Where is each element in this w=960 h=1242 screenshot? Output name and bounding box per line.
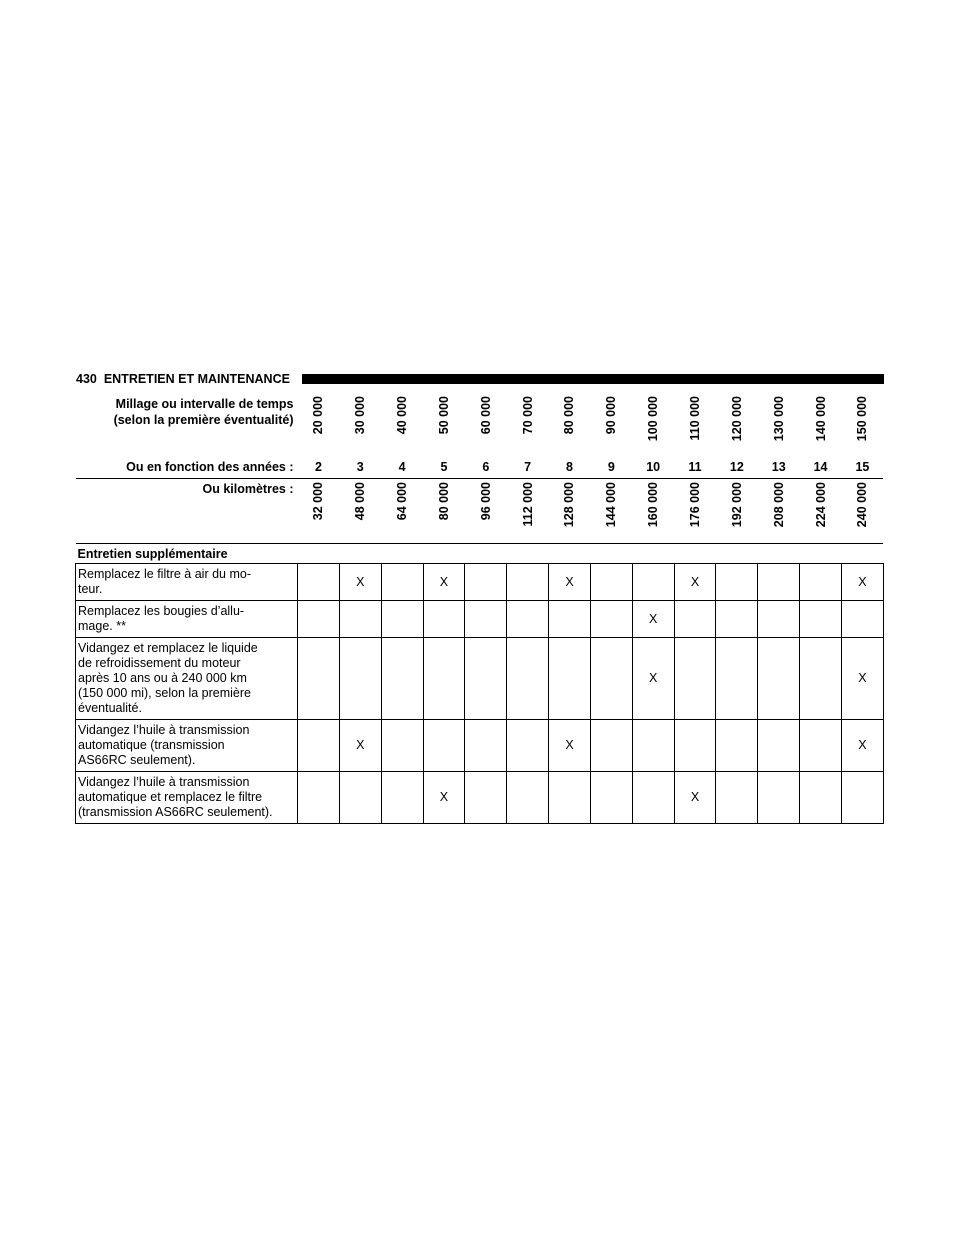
miles-cell	[549, 392, 591, 456]
km-cell	[632, 479, 674, 544]
miles-cell	[674, 392, 716, 456]
maintenance-schedule-table	[75, 392, 884, 824]
task-mark-cell	[716, 601, 758, 638]
miles-cell	[632, 392, 674, 456]
years-value: 15	[841, 456, 883, 479]
miles-value: 40 000	[395, 396, 410, 435]
task-mark-cell	[841, 772, 883, 824]
miles-value: 60 000	[478, 396, 493, 435]
task-mark-cell	[800, 564, 842, 601]
years-value: 4	[381, 456, 423, 479]
task-mark-cell: X	[632, 601, 674, 638]
miles-cell	[716, 392, 758, 456]
miles-label	[76, 392, 298, 456]
task-mark-cell	[507, 638, 549, 720]
task-mark-cell: X	[423, 772, 465, 824]
task-mark-cell: X	[632, 638, 674, 720]
task-mark-cell	[632, 772, 674, 824]
task-mark-cell	[298, 638, 340, 720]
section-title: ENTRETIEN ET MAINTENANCE	[103, 372, 290, 386]
km-label: Ou kilomètres :	[202, 482, 294, 496]
km-cell	[339, 479, 381, 544]
km-row	[76, 479, 884, 544]
km-cell	[381, 479, 423, 544]
task-mark-cell	[507, 564, 549, 601]
years-value: 3	[339, 456, 381, 479]
task-mark-cell	[465, 720, 507, 772]
task-mark-cell: X	[549, 564, 591, 601]
task-mark-cell	[549, 772, 591, 824]
task-row	[76, 601, 884, 638]
km-value: 128 000	[562, 482, 577, 528]
task-mark-cell	[758, 772, 800, 824]
km-value: 48 000	[353, 482, 368, 521]
section-title: Entretien supplémentaire	[76, 544, 884, 564]
years-value: 6	[465, 456, 507, 479]
task-mark-cell	[716, 638, 758, 720]
miles-label-line1: Millage ou intervalle de temps	[115, 397, 294, 411]
task-mark-cell	[716, 772, 758, 824]
miles-cell	[800, 392, 842, 456]
years-row	[76, 456, 884, 479]
km-value: 96 000	[478, 482, 493, 521]
task-mark-cell	[381, 720, 423, 772]
km-cell	[549, 479, 591, 544]
task-mark-cell	[507, 772, 549, 824]
miles-value: 110 000	[688, 396, 703, 441]
task-mark-cell	[800, 720, 842, 772]
task-label	[76, 772, 298, 824]
km-value: 112 000	[520, 482, 535, 527]
task-label	[76, 601, 298, 638]
task-mark-cell	[590, 601, 632, 638]
km-value: 160 000	[646, 482, 661, 528]
km-cell	[674, 479, 716, 544]
years-value: 9	[590, 456, 632, 479]
miles-value: 50 000	[436, 396, 451, 435]
km-cell	[423, 479, 465, 544]
task-mark-cell	[800, 638, 842, 720]
years-value: 11	[674, 456, 716, 479]
task-label-line: mage. **	[78, 619, 126, 633]
task-mark-cell	[674, 720, 716, 772]
years-value: 13	[758, 456, 800, 479]
task-label-line: éventualité.	[78, 701, 142, 715]
years-value: 14	[800, 456, 842, 479]
km-cell	[590, 479, 632, 544]
task-mark-cell	[465, 564, 507, 601]
task-mark-cell	[758, 564, 800, 601]
task-label-line: de refroidissement du moteur	[78, 656, 241, 670]
schedule-body	[76, 392, 884, 824]
years-value: 10	[632, 456, 674, 479]
task-label-line: Vidangez et remplacez le liquide	[78, 641, 258, 655]
task-row	[76, 564, 884, 601]
task-mark-cell	[465, 772, 507, 824]
km-value: 208 000	[771, 482, 786, 528]
task-mark-cell	[423, 638, 465, 720]
km-value: 144 000	[604, 482, 619, 528]
task-mark-cell: X	[549, 720, 591, 772]
task-mark-cell	[298, 601, 340, 638]
task-mark-cell	[632, 564, 674, 601]
task-mark-cell	[507, 720, 549, 772]
task-mark-cell	[298, 772, 340, 824]
miles-value: 80 000	[562, 396, 577, 435]
task-mark-cell	[298, 564, 340, 601]
km-cell	[507, 479, 549, 544]
miles-cell	[841, 392, 883, 456]
years-value: 7	[507, 456, 549, 479]
km-value: 80 000	[436, 482, 451, 521]
page-header-text	[76, 371, 290, 387]
task-mark-cell: X	[674, 564, 716, 601]
page-number: 430	[76, 372, 97, 386]
km-value: 176 000	[688, 482, 703, 528]
task-mark-cell	[758, 638, 800, 720]
task-mark-cell	[381, 638, 423, 720]
task-mark-cell	[674, 601, 716, 638]
header-rule	[302, 374, 884, 384]
task-mark-cell	[381, 772, 423, 824]
miles-value: 30 000	[353, 396, 368, 435]
task-mark-cell	[423, 720, 465, 772]
task-mark-cell	[800, 601, 842, 638]
task-mark-cell: X	[339, 720, 381, 772]
miles-cell	[590, 392, 632, 456]
task-mark-cell	[381, 564, 423, 601]
miles-cell	[758, 392, 800, 456]
km-value: 192 000	[729, 482, 744, 528]
miles-value: 130 000	[771, 396, 786, 442]
task-mark-cell: X	[674, 772, 716, 824]
task-mark-cell	[339, 772, 381, 824]
task-label-line: Remplacez les bougies d’allu-	[78, 604, 245, 618]
km-cell	[758, 479, 800, 544]
task-mark-cell	[758, 720, 800, 772]
miles-value: 20 000	[311, 396, 326, 435]
years-value: 12	[716, 456, 758, 479]
miles-cell	[507, 392, 549, 456]
km-value: 64 000	[395, 482, 410, 521]
years-value: 2	[298, 456, 340, 479]
task-mark-cell	[716, 564, 758, 601]
task-mark-cell	[298, 720, 340, 772]
task-mark-cell	[549, 638, 591, 720]
task-mark-cell	[549, 601, 591, 638]
miles-cell	[465, 392, 507, 456]
task-label-line: automatique et remplacez le filtre	[78, 790, 263, 804]
km-cell	[841, 479, 883, 544]
task-mark-cell	[339, 601, 381, 638]
task-label-line: après 10 ans ou à 240 000 km	[78, 671, 247, 685]
task-label-line: (transmission AS66RC seulement).	[78, 805, 273, 819]
km-cell	[716, 479, 758, 544]
task-label-line: automatique (transmission	[78, 738, 225, 752]
task-label	[76, 720, 298, 772]
task-mark-cell	[423, 601, 465, 638]
task-mark-cell: X	[841, 564, 883, 601]
miles-cell	[298, 392, 340, 456]
km-value: 240 000	[855, 482, 870, 528]
task-mark-cell	[716, 720, 758, 772]
task-label	[76, 564, 298, 601]
miles-value: 90 000	[604, 396, 619, 435]
task-row	[76, 638, 884, 720]
km-cell	[298, 479, 340, 544]
task-mark-cell	[465, 638, 507, 720]
years-value: 8	[549, 456, 591, 479]
km-value: 32 000	[311, 482, 326, 521]
miles-row	[76, 392, 884, 456]
task-mark-cell	[339, 638, 381, 720]
years-value: 5	[423, 456, 465, 479]
task-label-line: teur.	[78, 582, 103, 596]
miles-value: 70 000	[520, 396, 535, 435]
km-value: 224 000	[813, 482, 828, 528]
page-header	[76, 371, 884, 387]
task-label-line: AS66RC seulement).	[78, 753, 196, 767]
miles-value: 140 000	[813, 396, 828, 442]
task-mark-cell: X	[339, 564, 381, 601]
task-mark-cell	[841, 601, 883, 638]
task-mark-cell	[507, 601, 549, 638]
task-row	[76, 720, 884, 772]
miles-value: 120 000	[729, 396, 744, 442]
task-mark-cell	[590, 772, 632, 824]
miles-value: 100 000	[646, 396, 661, 442]
task-mark-cell	[590, 638, 632, 720]
task-mark-cell	[465, 601, 507, 638]
task-mark-cell: X	[841, 638, 883, 720]
section-row	[76, 544, 884, 564]
task-mark-cell	[674, 638, 716, 720]
km-cell	[465, 479, 507, 544]
miles-cell	[423, 392, 465, 456]
task-mark-cell	[758, 601, 800, 638]
miles-label-line2: (selon la première éventualité)	[113, 413, 294, 427]
miles-cell	[381, 392, 423, 456]
task-label-line: Vidangez l’huile à transmission	[78, 723, 250, 737]
task-label-line: (150 000 mi), selon la première	[78, 686, 251, 700]
task-label-line: Vidangez l’huile à transmission	[78, 775, 250, 789]
miles-value: 150 000	[855, 396, 870, 442]
task-mark-cell	[632, 720, 674, 772]
task-mark-cell	[590, 564, 632, 601]
task-label-line: Remplacez le filtre à air du mo-	[78, 567, 251, 581]
years-label: Ou en fonction des années :	[76, 456, 298, 479]
task-row	[76, 772, 884, 824]
task-label	[76, 638, 298, 720]
task-mark-cell: X	[841, 720, 883, 772]
task-mark-cell: X	[423, 564, 465, 601]
km-cell	[800, 479, 842, 544]
task-mark-cell	[590, 720, 632, 772]
task-mark-cell	[381, 601, 423, 638]
miles-cell	[339, 392, 381, 456]
task-mark-cell	[800, 772, 842, 824]
